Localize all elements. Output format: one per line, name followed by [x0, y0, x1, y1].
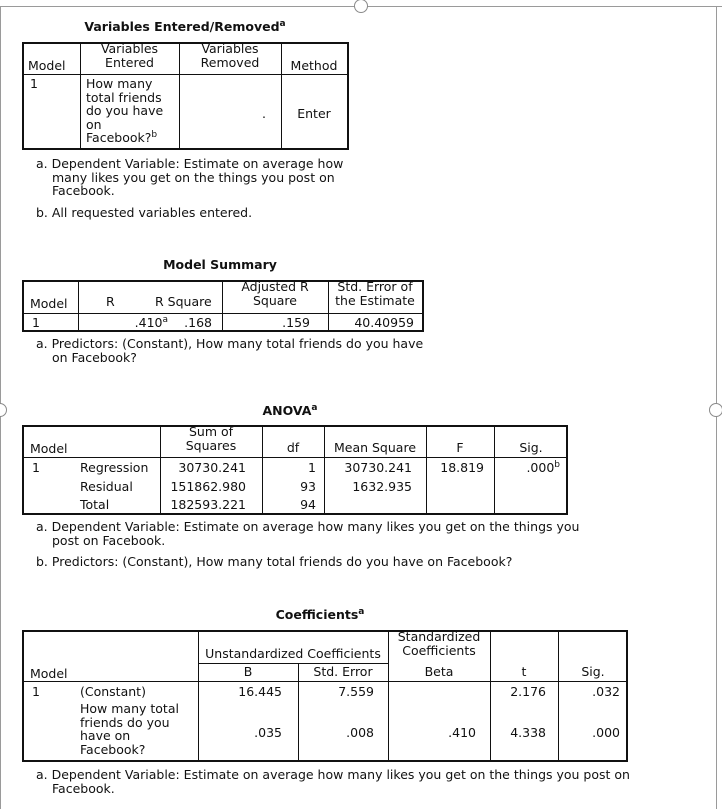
anova-df: 93: [300, 479, 316, 494]
anova-ms: 30730.241: [344, 460, 412, 475]
coef-b: .035: [254, 725, 282, 740]
resize-handle-left[interactable]: [0, 403, 7, 417]
summary-header-stderror: Std. Error of the Estimate: [335, 279, 415, 308]
variables-removed-cell: .: [262, 106, 266, 121]
anova-ss: 182593.221: [170, 497, 246, 512]
variables-method-cell: Enter: [297, 106, 331, 121]
footnote-line: a. Dependent Variable: Estimate on average how many likes you get on the things you: [36, 519, 580, 534]
coefficients-title-text: Coefficients: [275, 607, 359, 622]
coef-row-label: (Constant): [80, 684, 146, 699]
coef-header-se: Std. Error: [313, 664, 373, 679]
variables-header-model: Model: [28, 58, 66, 73]
entered-line: Facebook?: [86, 130, 152, 145]
coefficients-footnote-a: [36, 768, 630, 795]
variables-title-sup: a: [279, 18, 286, 29]
resize-handle-right[interactable]: [709, 403, 722, 417]
anova-sig-text: .000: [526, 460, 555, 475]
coef-beta: .410: [448, 725, 476, 740]
coef-row-label: [80, 702, 179, 756]
anova-f: 18.819: [440, 460, 484, 475]
coef-label-line: How many total: [80, 701, 179, 716]
summary-header-rsquare: R Square: [155, 294, 212, 309]
coef-se: .008: [346, 725, 374, 740]
entered-line: do you have: [86, 103, 164, 118]
anova-table-title: [200, 403, 380, 418]
footnote-line: a. Dependent Variable: Estimate on average how: [36, 156, 344, 171]
coef-model-number: 1: [32, 684, 40, 699]
anova-ss: 151862.980: [170, 479, 246, 494]
anova-table: [22, 425, 568, 515]
anova-header-sig: Sig.: [519, 440, 543, 455]
footnote-line: on Facebook?: [52, 349, 137, 365]
anova-df: 94: [300, 497, 316, 512]
footnote-line: post on Facebook.: [52, 532, 166, 548]
footnote-line: many likes you get on the things you post on: [52, 169, 335, 185]
footnote-line: a. Dependent Variable: Estimate on average how many likes you get on the things you post on: [36, 767, 630, 782]
coef-header-std: Standardized Coefficients: [397, 629, 481, 658]
coefficients-table: [22, 630, 628, 762]
anova-sig: [494, 460, 560, 475]
summary-table-title: Model Summary: [163, 257, 277, 272]
coef-header-t: t: [521, 664, 527, 679]
entered-line: How many: [86, 76, 153, 91]
anova-ss: 30730.241: [178, 460, 246, 475]
coefficients-table-title: [230, 607, 410, 622]
coef-b: 16.445: [238, 684, 282, 699]
variables-title-text: Variables Entered/Removed: [84, 19, 280, 34]
summary-footnote-a: [36, 337, 423, 364]
anova-header-model: Model: [30, 441, 68, 456]
variables-footnote-a: [36, 157, 343, 198]
coef-header-b: B: [243, 664, 253, 679]
anova-footnote-b: b. Predictors: (Constant), How many total friends do you have on Facebook?: [36, 554, 513, 569]
entered-line: on: [86, 116, 102, 132]
anova-title-text: ANOVA: [262, 403, 312, 418]
anova-row-label: Total: [80, 497, 110, 512]
anova-row-label: Regression: [80, 460, 149, 475]
coef-se: 7.559: [338, 684, 374, 699]
coef-t: 4.338: [510, 725, 546, 740]
anova-sig-sup: b: [554, 459, 560, 470]
anova-footnote-a: [36, 520, 579, 547]
variables-footnote-b: b. All requested variables entered.: [36, 205, 253, 220]
coef-label-line: Facebook?: [80, 741, 146, 757]
coef-header-sig: Sig.: [581, 664, 605, 679]
summary-stderror-value: 40.40959: [354, 315, 414, 330]
summary-header-model: Model: [30, 296, 68, 311]
coef-sig: .000: [592, 725, 620, 740]
variables-header-entered: Variables Entered: [100, 41, 159, 70]
coef-label-line: friends do you: [80, 714, 170, 730]
coef-t: 2.176: [510, 684, 546, 699]
anova-model-number: 1: [32, 460, 40, 475]
coefficients-title-sup: a: [358, 606, 365, 617]
anova-ms: 1632.935: [352, 479, 412, 494]
anova-row-label: Residual: [80, 479, 133, 494]
variables-table-title: [70, 19, 300, 34]
anova-header-f: F: [456, 440, 464, 455]
anova-title-sup: a: [311, 402, 318, 413]
variables-model-number: 1: [30, 76, 38, 91]
anova-header-ss: Sum of Squares: [185, 424, 237, 453]
coef-header-beta: Beta: [424, 664, 454, 679]
anova-header-df: df: [286, 440, 300, 455]
coef-header-model: Model: [30, 666, 68, 681]
variables-entered-cell: [86, 77, 163, 145]
summary-rsquare-value: .168: [184, 315, 212, 330]
summary-header-r: R: [106, 294, 115, 309]
footnote-line: a. Predictors: (Constant), How many total friends do you have: [36, 336, 424, 351]
coef-sig: .032: [592, 684, 620, 699]
summary-adjusted-value: .159: [282, 315, 310, 330]
anova-df: 1: [308, 460, 316, 475]
coef-header-unstd: Unstandardized Coefficients: [205, 646, 381, 661]
anova-header-ms: Mean Square: [333, 440, 417, 455]
variables-header-removed: Variables Removed: [200, 41, 260, 70]
summary-r-value: [82, 315, 168, 330]
summary-table: [22, 280, 424, 332]
summary-header-adjusted: Adjusted R Square: [241, 279, 309, 308]
entered-sup: b: [151, 129, 158, 140]
footnote-line: Facebook.: [52, 183, 115, 198]
entered-line: total friends: [86, 89, 162, 105]
footnote-line: Facebook.: [52, 780, 115, 796]
variables-header-method: Method: [290, 58, 338, 73]
summary-model-number: 1: [32, 315, 40, 330]
variables-table: [22, 42, 349, 150]
r-value-sup: a: [162, 314, 168, 325]
resize-handle-top[interactable]: [354, 0, 368, 13]
r-value-text: .410: [134, 315, 163, 330]
coef-label-line: have on: [80, 728, 131, 743]
